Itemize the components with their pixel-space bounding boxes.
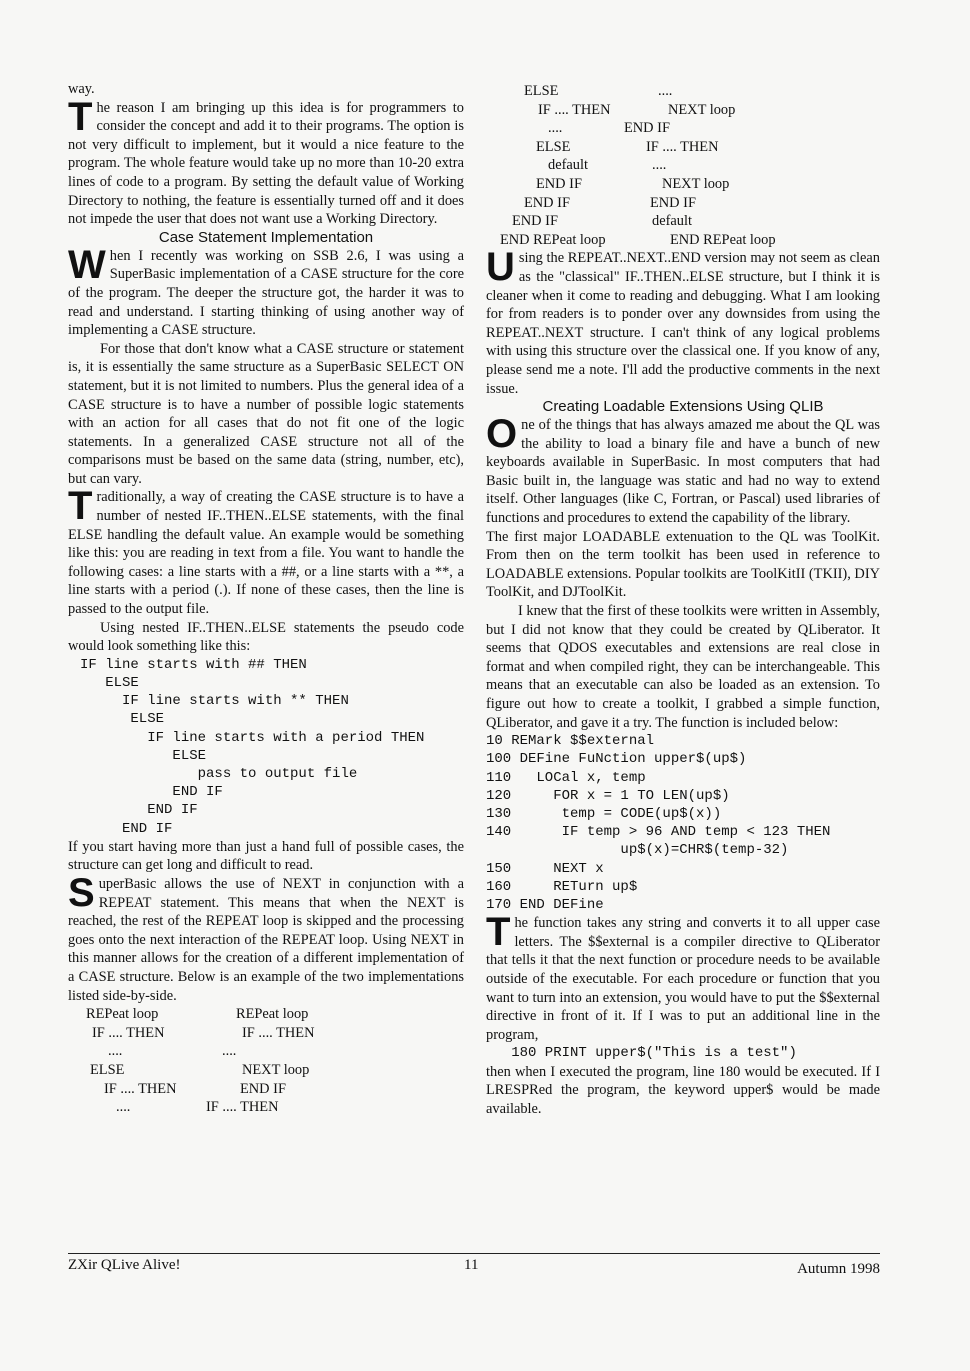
repeat-cell: END IF — [240, 1080, 286, 1097]
comparison-row — [486, 175, 880, 194]
drop-cap: W — [68, 242, 106, 287]
paragraph-text: he reason I am bringing up this idea is for programmers to consider the concept and add it to their programs. The option is not very difficult to implement, but it would a nice feature to the program. The whole feature would take up no more than 10-20 extra lines of code to a program. By setting the default value of Working Directory to nothing, the feature is essentially turned off and it does not impede the user that does not want use a Working Directory. — [68, 99, 464, 228]
repeat-cell: NEXT loop — [662, 175, 730, 192]
paragraph — [68, 484, 464, 618]
repeat-cell: END REPeat loop — [670, 231, 776, 248]
comparison-row — [68, 1042, 464, 1061]
drop-cap: O — [486, 412, 518, 457]
paragraph — [486, 245, 880, 398]
right-column — [486, 82, 880, 1118]
paragraph — [486, 412, 880, 528]
nested-cell: IF .... THEN — [92, 1024, 165, 1041]
comparison-row — [486, 212, 880, 231]
repeat-cell: NEXT loop — [668, 101, 736, 118]
comparison-table — [68, 1005, 464, 1117]
paragraph-text: raditionally, a way of creating the CASE structure is to have a number of nested IF..THEN..ELSE statements, with the final ELSE handling the default value. An example would be something like this: you are reading in text from a file. You want to handle the following cases: a line starts with a ##, or a line starts with a **, a line starts with a period (.). If none of these cases, then the line is passed to the output file. — [68, 489, 464, 618]
paragraph — [68, 871, 464, 1005]
section-heading: Case Statement Implementation — [158, 228, 374, 246]
comparison-row — [486, 101, 880, 120]
page-number: 11 — [464, 1257, 479, 1273]
paragraph: I knew that the first of these toolkits were written in Assembly, but I did not know that they could be created by QLiberator. It seems that QDOS executables and extensions are real close in format and when compiled right, they can be interchangeable. This means that an executable can also be loaded as an extension. To figure out how to create a toolkit, I grabbed a simple function, QLiberator, and gave it a try. The function is included below: — [486, 603, 880, 731]
repeat-cell: REPeat loop — [236, 1006, 309, 1023]
nested-cell: REPeat loop — [86, 1006, 159, 1023]
repeat-cell: .... — [222, 1043, 237, 1060]
comparison-table-continued — [486, 82, 880, 249]
nested-cell: ELSE — [536, 138, 571, 155]
nested-cell: IF .... THEN — [104, 1080, 177, 1097]
comparison-row — [486, 138, 880, 157]
repeat-cell: NEXT loop — [242, 1061, 310, 1078]
comparison-row — [486, 231, 880, 250]
paragraph-text: ne of the things that has always amazed me about the QL was the ability to load a binary file and have a bunch of new keyboards available in SuperBasic. In most computers that had Basic built in, the language was static and had no way to extend itself. Other languages (like C, Fortran, or Pascal) used libraries of functions and procedures to extend the capability of the library. — [486, 417, 880, 527]
repeat-cell: .... — [652, 157, 667, 174]
nested-cell: IF .... THEN — [538, 101, 611, 118]
issue-date: Autumn 1998 — [797, 1261, 880, 1277]
nested-cell: default — [548, 157, 588, 174]
paragraph-text: sing the REPEAT..NEXT..END version may not seem as clean as the "classical" IF..THEN..ELSE structure, but I think it is cleaner when it come to reading and debugging. What I am looking for from readers is to ponder over any downsides from using the REPEAT..NEXT structure. I can't think of any logical problems with using this structure over the classical one. If you know of any, please send me a note. I'll add the productive comments in the next issue. — [486, 250, 880, 397]
paragraph: The first major LOADABLE extenuation to the QL was ToolKit. From then on the term toolkit has been used in reference to LOADABLE extensions. Popular toolkits are ToolKitII (TKII), DIY ToolKit, and DJToolKit. — [486, 528, 880, 601]
paragraph-text: he function takes any string and converts it to all upper case letters. The $$external is a compiler directive to QLiberator that tells it that the next function or procedure needs to be available outside of the executable. For each procedure or function that you want to turn into an extension, you would have to put the $$external directive in front of it. If I was to put an additional line in the program, — [486, 915, 880, 1043]
nested-cell: .... — [116, 1099, 131, 1116]
magazine-title: ZXir QLive Alive! — [68, 1257, 181, 1273]
paragraph — [68, 94, 464, 229]
nested-cell: ELSE — [90, 1061, 125, 1078]
comparison-row — [486, 194, 880, 213]
paragraph — [68, 242, 464, 340]
paragraph-text: hen I recently was working on SSB 2.6, I was using a SuperBasic implementation of a CASE structure for the core of the program. The deeper the structure got, the harder it was to read and understand. I starting thinking of using another way of implementing a CASE structure. — [68, 247, 464, 339]
comparison-row — [68, 1098, 464, 1117]
footer-rule — [68, 1253, 880, 1254]
repeat-cell: .... — [658, 83, 673, 99]
paragraph: way. — [68, 81, 95, 97]
nested-cell: .... — [548, 120, 563, 137]
comparison-row — [486, 82, 880, 101]
pseudo-code-block: IF line starts with ## THEN ELSE IF line starts with ** THEN ELSE IF line starts with a period THEN ELSE pass to output file END IF END IF END IF — [80, 656, 425, 837]
comparison-row — [486, 156, 880, 175]
paragraph: Using nested IF..THEN..ELSE statements the pseudo code would look something like this: — [68, 619, 464, 655]
code-line: 180 PRINT upper$("This is a test") — [486, 1045, 797, 1062]
paragraph: For those that don't know what a CASE structure or statement is, it is essentially the same structure as a SuperBasic SELECT ON statement, but it is not limited to numbers. Plus the general idea of a CASE structure is to have a number of possible logic statements with an action for all cases that do not fit one of the logic statements. In a generalized CASE structure not all of the comparisons must be based on the same data (string, number, etc), but can vary. — [68, 340, 464, 487]
comparison-row — [68, 1024, 464, 1043]
repeat-cell: default — [652, 213, 692, 230]
drop-cap: T — [486, 910, 511, 955]
nested-cell: .... — [108, 1043, 123, 1060]
comparison-row — [68, 1061, 464, 1080]
paragraph — [486, 910, 880, 1044]
paragraph-text: uperBasic allows the use of NEXT in conjunction with a REPEAT statement. This means that when the NEXT is reached, the rest of the REPEAT loop is skipped and the processing goes onto the next interaction of the REPEAT loop. Using NEXT in this manner allows for the creation of a different implementation of a CASE structure. Below is an example of the two implementations listed side-by-side. — [68, 876, 464, 1004]
drop-cap: T — [68, 484, 93, 529]
drop-cap: S — [68, 871, 95, 916]
page-footer — [68, 1253, 880, 1277]
repeat-cell: END IF — [624, 120, 670, 137]
comparison-row — [486, 119, 880, 138]
section-heading: Creating Loadable Extensions Using QLIB — [542, 398, 824, 416]
repeat-cell: IF .... THEN — [206, 1099, 279, 1116]
drop-cap: T — [68, 94, 93, 139]
left-column — [68, 80, 464, 1117]
nested-cell: ELSE — [524, 83, 559, 99]
comparison-row — [68, 1005, 464, 1024]
comparison-row — [68, 1080, 464, 1099]
drop-cap: U — [486, 245, 515, 290]
repeat-cell: IF .... THEN — [646, 138, 719, 155]
nested-cell: END REPeat loop — [500, 231, 606, 248]
repeat-cell: END IF — [650, 194, 696, 211]
nested-cell: END IF — [536, 175, 582, 192]
paragraph: If you start having more than just a hand full of possible cases, the structure can get long and difficult to read. — [68, 838, 464, 874]
nested-cell: END IF — [512, 213, 558, 230]
code-listing: 10 REMark $$external 100 DEFine FuNction upper$(up$) 110 LOCal x, temp 120 FOR x = 1 TO LEN(up$) 130 temp = CODE(up$(x)) 140 IF temp > 96 AND temp < 123 THEN up$(x)=CHR$(temp-32) 150 NEXT x 160 RETurn up$ 170 END DEFine — [486, 733, 831, 914]
paragraph: then when I executed the program, line 180 would be executed. If I LRESPRed the program, the keyword upper$ would be made available. — [486, 1063, 880, 1117]
nested-cell: END IF — [524, 194, 570, 211]
repeat-cell: IF .... THEN — [242, 1024, 315, 1041]
